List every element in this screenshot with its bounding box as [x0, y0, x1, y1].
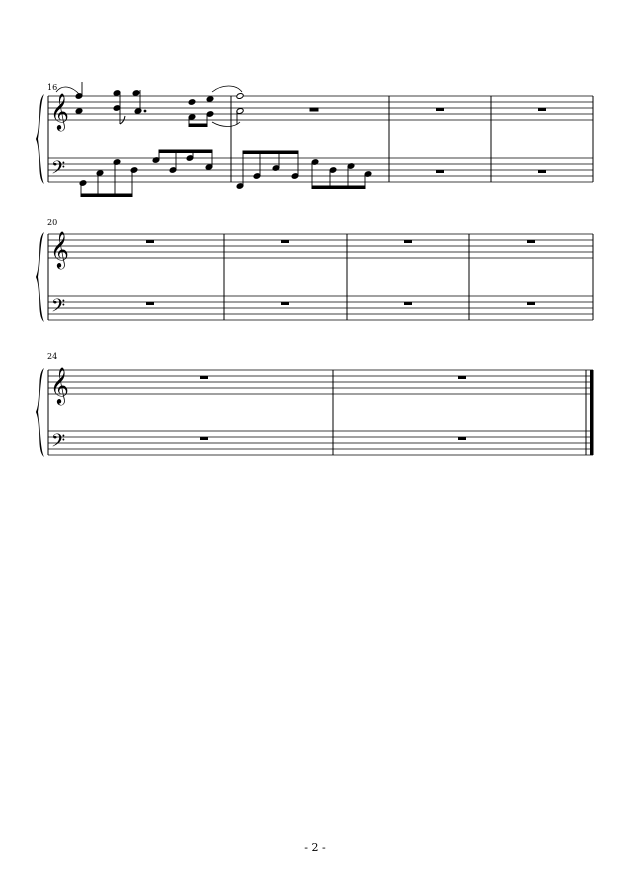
bass-staff [48, 158, 593, 182]
measure-number: 16 [47, 83, 58, 92]
whole-rest [404, 302, 412, 305]
brace [36, 232, 44, 322]
treble-staff [48, 234, 593, 258]
treble-staff [48, 370, 593, 394]
system-3 [36, 352, 594, 457]
measure-number: 20 [47, 218, 58, 227]
brace [36, 368, 44, 457]
whole-rest [146, 240, 154, 243]
whole-rest [436, 108, 444, 111]
measure-16-bass-notes [79, 150, 213, 197]
bass-staff [48, 431, 593, 455]
treble-clef-icon: 𝄞 [50, 230, 69, 268]
whole-rest [146, 302, 154, 305]
whole-rest [538, 108, 546, 111]
whole-rest [527, 302, 535, 305]
bass-staff [48, 296, 593, 320]
whole-rest [458, 376, 466, 379]
whole-rest [527, 240, 535, 243]
bass-clef-icon: 𝄢 [51, 158, 66, 183]
measure-number: 24 [47, 352, 58, 361]
system-1 [36, 82, 593, 197]
whole-rest [200, 437, 208, 440]
whole-rest [310, 108, 318, 111]
whole-rest [538, 170, 546, 173]
whole-rest [200, 376, 208, 379]
treble-clef-icon: 𝄞 [50, 92, 69, 130]
whole-rest [281, 302, 289, 305]
final-barline-thick [590, 370, 594, 455]
bass-clef-icon: 𝄢 [51, 296, 66, 321]
treble-clef-icon: 𝄞 [50, 366, 69, 404]
whole-rest [436, 170, 444, 173]
page-number: - 2 - [304, 841, 326, 854]
whole-rest [281, 240, 289, 243]
system-2 [36, 218, 593, 322]
treble-staff [48, 96, 593, 120]
bass-clef-icon: 𝄢 [51, 431, 66, 456]
whole-rest [458, 437, 466, 440]
whole-rest [404, 240, 412, 243]
brace [36, 94, 44, 184]
